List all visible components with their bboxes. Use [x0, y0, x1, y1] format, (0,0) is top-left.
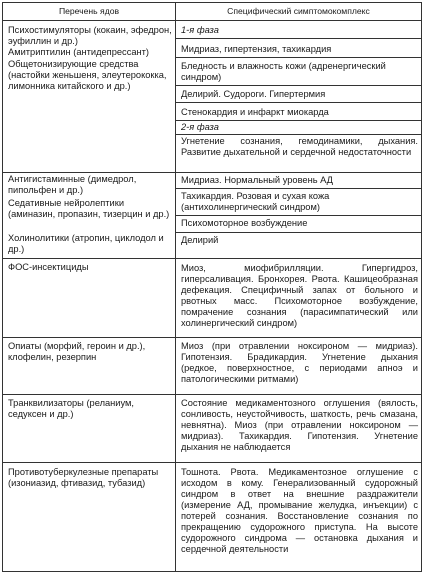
subrow-divider	[175, 38, 421, 39]
symptom-psychomotor: Психомоторное возбуждение	[181, 218, 308, 228]
header-col-toxins: Перечень ядов	[58, 6, 120, 16]
header-col-symptoms: Специфический симптомокомплекс	[227, 6, 370, 16]
symptom-delirium: Делирий	[181, 235, 219, 245]
toxin-fos: ФОС-инсектициды	[8, 262, 89, 272]
row-divider	[3, 172, 421, 173]
toxin-table	[2, 2, 422, 572]
subrow-divider	[175, 57, 421, 58]
phase-2-label: 2-я фаза	[181, 122, 219, 132]
toxin-psychostimulants: Психостимуляторы (кокаин, эфедрон, эуфиллин и др.)	[8, 25, 172, 46]
toxin-tranquilizers: Транквилизаторы (реланиум, седуксен и др.)	[8, 398, 135, 419]
symptom-angina: Стенокардия и инфаркт миокарда	[181, 107, 329, 117]
symptom-mydriasis-normal-bp: Мидриаз. Нормальный уровень АД	[181, 175, 333, 185]
toxin-cholinolytics: Холинолитики (атропин, циклодол и др.)	[8, 233, 164, 254]
symptom-convulsive: Тошнота. Рвота. Медикаментозное оглушение с исходом в кому. Генерализованный судорожный синдром в ответ на внешние раздражители (измерение АД, промывание желудка, инъекции) с потерей сознания. Восстановление сознания по прекращению судорожного приступа. На высоте судорожного синдрома — остановка дыхания и сердечной деятельности	[181, 467, 418, 554]
column-divider	[175, 3, 176, 571]
subrow-divider	[175, 120, 421, 121]
symptom-cholinergic: Миоз, миофибрилляции. Гипергидроз, гиперсаливация. Бронхорея. Рвота. Кашицеобразная дефекация. Специфичный запах от больного и рвотных масс. Психомоторное возбуждение, помрачение сознания (парасимпатический или холинергический синдром)	[181, 263, 418, 328]
row-divider	[3, 462, 421, 463]
row-divider	[3, 337, 421, 338]
row-divider	[3, 394, 421, 395]
symptom-sedation: Состояние медикаментозного оглушения (вялость, сонливость, неустойчивость, шаткость, речь смазана, невнятна). Миоз (при отравлении ноксироном — мидриаз). Тахикардия. Гипотензия. Угнетение дыхания не наблюдается	[181, 398, 418, 452]
subrow-divider	[175, 232, 421, 233]
subrow-divider	[175, 215, 421, 216]
phase-1-label: 1-я фаза	[181, 25, 219, 35]
toxin-antituberculosis: Противотуберкулезные препараты (изониазид, фтивазид, тубазид)	[8, 467, 159, 488]
subrow-divider	[175, 85, 421, 86]
toxin-amitriptyline: Амитриптилин (антидепрессант)	[8, 47, 150, 57]
header-divider	[3, 20, 421, 21]
subrow-divider	[175, 188, 421, 189]
symptom-adrenergic: Бледность и влажность кожи (адренергический синдром)	[181, 61, 386, 82]
toxin-tonics: Общетонизирующие средства (настойки женьшеня, элеутерококка, лимонника китайского и др.)	[8, 59, 167, 91]
toxin-neuroleptics: Седативные нейролептики (аминазин, пропазин, тизерцин и др.)	[8, 198, 170, 219]
row-divider	[3, 258, 421, 259]
symptom-mydriasis-tachycardia: Мидриаз, гипертензия, тахикардия	[181, 44, 332, 54]
toxin-antihistamines: Антигистаминные (димедрол, пипольфен и др.)	[8, 174, 137, 195]
subrow-divider	[175, 134, 421, 135]
symptom-depression: Угнетение сознания, гемодинамики, дыхания. Развитие дыхательной и сердечной недостаточности	[181, 136, 418, 157]
toxin-opiates: Опиаты (морфий, героин и др.), клофелин, резерпин	[8, 341, 146, 362]
subrow-divider	[175, 102, 421, 103]
symptom-delirium-seizures: Делирий. Судороги. Гипертермия	[181, 89, 326, 99]
symptom-opiate: Миоз (при отравлении ноксироном — мидриаз). Гипотензия. Брадикардия. Угнетение дыхания (редкое, поверхностное, с периодами апноэ и патологическими ритмами)	[181, 341, 418, 384]
symptom-anticholinergic: Тахикардия. Розовая и сухая кожа (антихолинергический синдром)	[181, 191, 330, 212]
